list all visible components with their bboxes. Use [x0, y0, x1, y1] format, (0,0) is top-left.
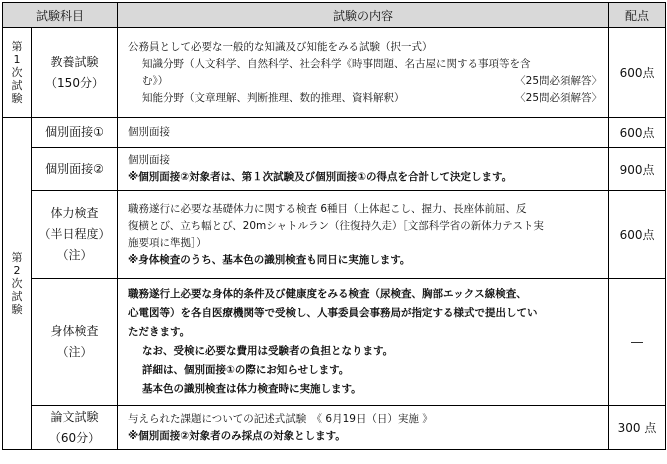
points-essay: 300 点 — [609, 406, 666, 450]
subject-interview2: 個別面接② — [32, 148, 118, 191]
kyoyo-knowledge-line1: 知識分野（人文科学、自然科学、社会科学《時事問題、名古屋に関する事項等を含 — [142, 57, 531, 70]
subject-kyoyo — [32, 28, 118, 118]
subject-physical-name: 体力検査 — [50, 206, 99, 220]
content-physical — [118, 191, 609, 279]
points-medical: ― — [609, 279, 666, 406]
physical-line1: 職務遂行に必要な基礎体力に関する検査 6種目（上体起こし、握力、長座体前屈、反 — [128, 202, 527, 215]
subject-physical-note: （注） — [56, 248, 93, 262]
subject-medical-name: 身体検査 — [50, 324, 99, 338]
subject-physical-duration: （半日程度） — [38, 227, 111, 241]
physical-line3: 施要項に準拠］） — [128, 236, 207, 249]
content-interview1 — [118, 118, 609, 148]
content-medical — [118, 279, 609, 406]
content-essay — [118, 406, 609, 450]
subject-essay-duration: （60分） — [48, 430, 101, 445]
kyoyo-knowledge-wrap — [128, 73, 602, 90]
row-interview2 — [3, 148, 666, 191]
content-kyoyo — [118, 28, 609, 118]
kyoyo-intellect-note: 〈25問必須解答〉 — [515, 91, 603, 104]
subject-medical — [32, 279, 118, 406]
subject-kyoyo-duration: （150分） — [45, 75, 104, 90]
kyoyo-intro: 公務員として必要な一般的な知識及び知能をみる試験（択一式） — [128, 40, 433, 53]
essay-line1: 与えられた課題についての記述式試験 《 6月19日（日）実施 》 — [128, 412, 433, 425]
row-interview1 — [3, 118, 666, 148]
medical-line4: なお、受検に必要な費用は受験者の負担となります。 — [142, 345, 394, 357]
row-kyoyo — [3, 28, 666, 118]
header-subject: 試験科目 — [3, 3, 118, 28]
header-points: 配点 — [609, 3, 666, 28]
exam-table — [2, 2, 666, 450]
stage-second-label: 第2次試験 — [11, 251, 23, 316]
interview1-text: 個別面接 — [128, 126, 171, 138]
stage-first — [3, 28, 32, 118]
row-medical — [3, 279, 666, 406]
medical-line2: 心電図等）を各自医療機関等で受検し、人事委員会事務局が指定する様式で提出してい — [128, 307, 538, 319]
interview2-text: 個別面接 — [128, 154, 171, 166]
subject-essay-name: 論文試験 — [50, 409, 99, 424]
subject-physical — [32, 191, 118, 279]
points-physical: 600点 — [609, 191, 666, 279]
subject-medical-note: （注） — [56, 345, 93, 359]
content-interview2 — [118, 148, 609, 191]
medical-line5: 詳細は、個別面接①の際にお知らせします。 — [142, 364, 350, 376]
interview2-note: ※個別面接②対象者は、第１次試験及び個別面接①の得点を合計して決定します。 — [128, 171, 513, 183]
row-essay — [3, 406, 666, 450]
subject-interview1: 個別面接① — [32, 118, 118, 148]
kyoyo-knowledge-note: 〈25問必須解答〉 — [515, 74, 603, 87]
header-content: 試験の内容 — [118, 3, 609, 28]
physical-line2: 復横とび、立ち幅とび、20mシャトルラン（往復持久走）［文部科学省の新体力テスト実 — [128, 219, 544, 232]
physical-note: ※身体検査のうち、基本色の識別検査も同日に実施します。 — [128, 253, 411, 266]
medical-line6: 基本色の識別検査は体力検査時に実施します。 — [142, 383, 362, 395]
points-interview1: 600点 — [609, 118, 666, 148]
row-physical — [3, 191, 666, 279]
kyoyo-knowledge-line2: む》） — [142, 74, 169, 87]
essay-note: ※個別面接②対象者のみ採点の対象とします。 — [128, 429, 346, 442]
subject-essay — [32, 406, 118, 450]
stage-first-label: 第1次試験 — [11, 40, 23, 105]
medical-line1: 職務遂行上必要な身体的条件及び健康度をみる検査（尿検査、胸部エックス線検査、 — [128, 288, 527, 300]
points-interview2: 900点 — [609, 148, 666, 191]
kyoyo-intellect-wrap — [128, 90, 602, 107]
subject-kyoyo-name: 教養試験 — [50, 54, 99, 69]
points-kyoyo: 600点 — [609, 28, 666, 118]
medical-line3: ただきます。 — [128, 326, 191, 338]
kyoyo-intellect-line: 知能分野（文章理解、判断推理、数的推理、資料解釈） — [142, 91, 405, 104]
header-row — [3, 3, 666, 28]
stage-second — [3, 118, 32, 450]
